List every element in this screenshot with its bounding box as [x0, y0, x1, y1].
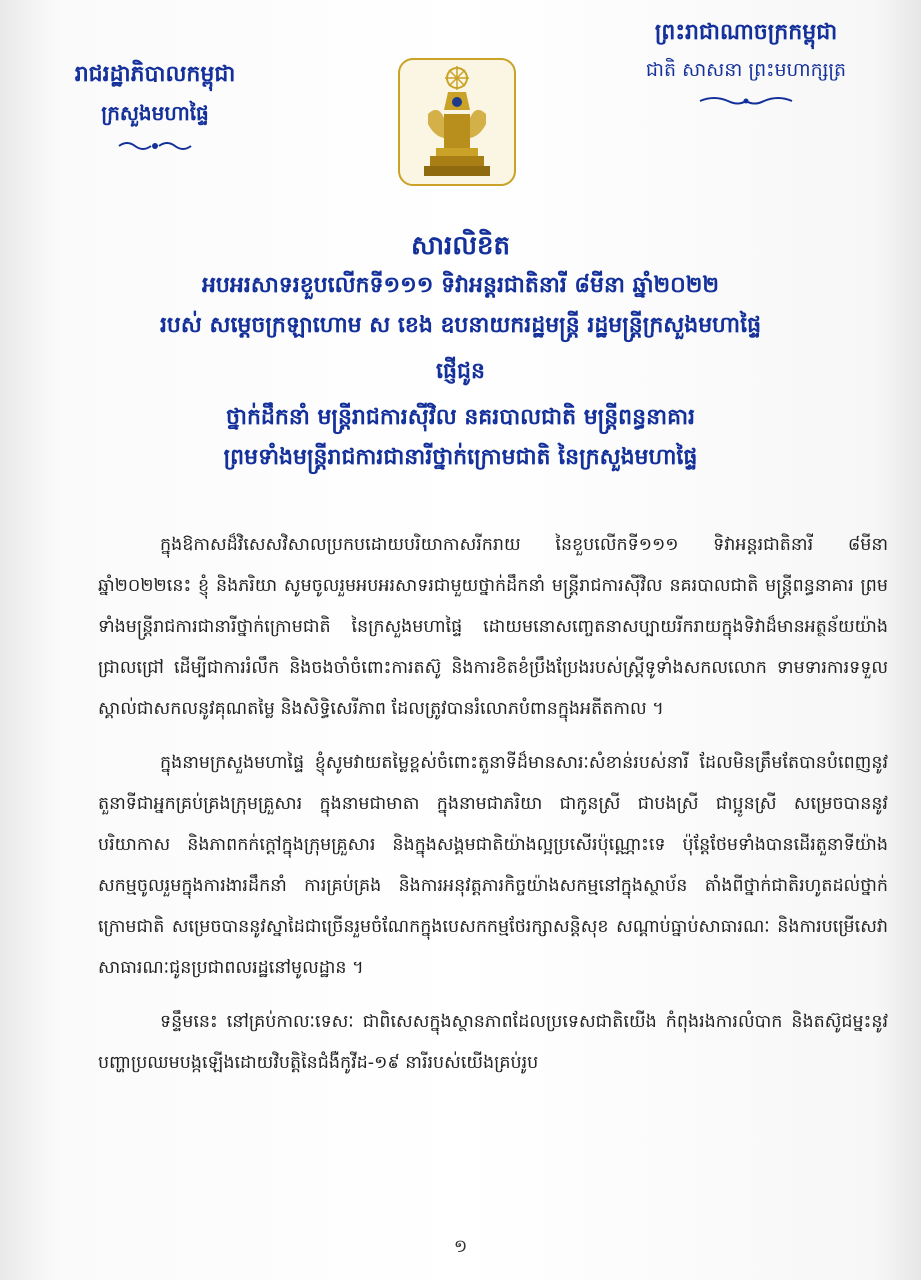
sender-line: របស់ សម្ដេចក្រឡាហោម ស ខេង ឧបនាយករដ្ឋមន្ត្រី រដ្ឋមន្ត្រីក្រសួងមហាផ្ទៃ [159, 313, 762, 338]
ornament-divider-icon [115, 138, 195, 154]
occasion-line: អបអរសាទរខួបលើកទី១១១ ទិវាអន្តរជាតិនារី ៨មីនា ឆ្នាំ២០២២ [201, 273, 720, 298]
kingdom-header [611, 18, 881, 108]
ministry-name: ក្រសួងមហាផ្ទៃ [101, 101, 209, 125]
letter-body [98, 525, 888, 1097]
page-number: ១ [453, 1236, 468, 1257]
ministry-header [60, 60, 250, 154]
national-motto: ជាតិ សាសនា ព្រះមហាក្សត្រ [645, 59, 847, 81]
letter-title: សារលិខិត [410, 231, 511, 261]
audience-line-2: ព្រមទាំងមន្ត្រីរាជការជានារីថ្នាក់ក្រោមជាតិ នៃក្រសួងមហាផ្ទៃ [223, 445, 698, 470]
body-paragraph-2: ក្នុងនាមក្រសួងមហាផ្ទៃ ខ្ញុំសូមវាយតម្លៃខ្ពស់ចំពោះតួនាទីដ៏មានសារៈសំខាន់របស់នារី ដែលមិនត្រឹមតែបានបំពេញនូវតួនាទីជាអ្នកគ្រប់គ្រងក្រុមគ្រួសារ ក្នុងនាមជាមាតា ក្នុងនាមជាភរិយា ជាកូនស្រី ជាបងស្រី ជាប្អូនស្រី សម្រេចបាននូវបរិយាកាស និងភាពកក់ក្ដៅក្នុងក្រុមគ្រួសារ និងក្នុងសង្គមជាតិយ៉ាងល្អប្រសើរប៉ុណ្ណោះទេ ប៉ុន្តែថែមទាំងបានដើរតួនាទីយ៉ាងសកម្មចូលរួមក្នុងការងារដឹកនាំ ការគ្រប់គ្រង និងការអនុវត្តភារកិច្ចយ៉ាងសកម្មនៅក្នុងស្ថាប័ន តាំងពីថ្នាក់ជាតិរហូតដល់ថ្នាក់ក្រោមជាតិ សម្រេចបាននូវស្នាដៃជាច្រើនរួមចំណែកក្នុងបេសកកម្មថែរក្សាសន្តិសុខ សណ្តាប់ធ្នាប់សាធារណៈ និងការបម្រើសេវាសាធារណៈជូនប្រជាពលរដ្ឋនៅមូលដ្ឋាន ។ [98, 753, 888, 978]
letter-title-block [0, 228, 921, 478]
kingdom-name: ព្រះរាជាណាចក្រកម្ពុជា [654, 20, 838, 45]
royal-emblem-icon [398, 58, 516, 186]
body-paragraph-3: ទន្ទឹមនេះ នៅគ្រប់កាលៈទេសៈ ជាពិសេសក្នុងស្ថានភាពដែលប្រទេសជាតិយើង កំពុងរងការលំបាក និងតស៊ូជម្នះនូវបញ្ហាប្រឈមបង្កឡើងដោយវិបត្តិនៃជំងឺកូវីដ-១៩ នារីរបស់យើងគ្រប់រូប [98, 1012, 888, 1073]
audience-line-1: ថ្នាក់ដឹកនាំ មន្ត្រីរាជការស៊ីវិល នគរបាលជាតិ មន្ត្រីពន្ធនាគារ [226, 405, 695, 430]
addressed-to: ផ្ញើជូន [436, 359, 485, 384]
government-name: រាជរដ្ឋាភិបាលកម្ពុជា [74, 62, 236, 87]
body-paragraph-1: ក្នុងឱកាសដ៏វិសេសវិសាលប្រកបដោយបរិយាកាសរីករាយ នៃខួបលើកទី១១១ ទិវាអន្តរជាតិនារី ៨មីនា ឆ្នាំ២០២២នេះ ខ្ញុំ និងភរិយា សូមចូលរួមអបអរសាទរជាមួយថ្នាក់ដឹកនាំ មន្ត្រីរាជការស៊ីវិល នគរបាលជាតិ មន្ត្រីពន្ធនាគារ ព្រមទាំងមន្ត្រីរាជការជានារីថ្នាក់ក្រោមជាតិ នៃក្រសួងមហាផ្ទៃ ដោយមនោសញ្ចេតនាសប្បាយរីករាយក្នុងទិវាដ៏មានអត្ថន័យយ៉ាងជ្រាលជ្រៅ ដើម្បីជាការរំលឹក និងចងចាំចំពោះការតស៊ូ និងការខិតខំប្រឹងប្រែងរបស់ស្ត្រីទូទាំងសកលលោក ទាមទារការទទួលស្គាល់ជាសកលនូវគុណតម្លៃ និងសិទ្ធិសេរីភាព ដែលត្រូវបានរំលោភបំពានក្នុងអតីតកាល ។ [98, 535, 888, 719]
ornament-divider-icon [696, 94, 796, 108]
